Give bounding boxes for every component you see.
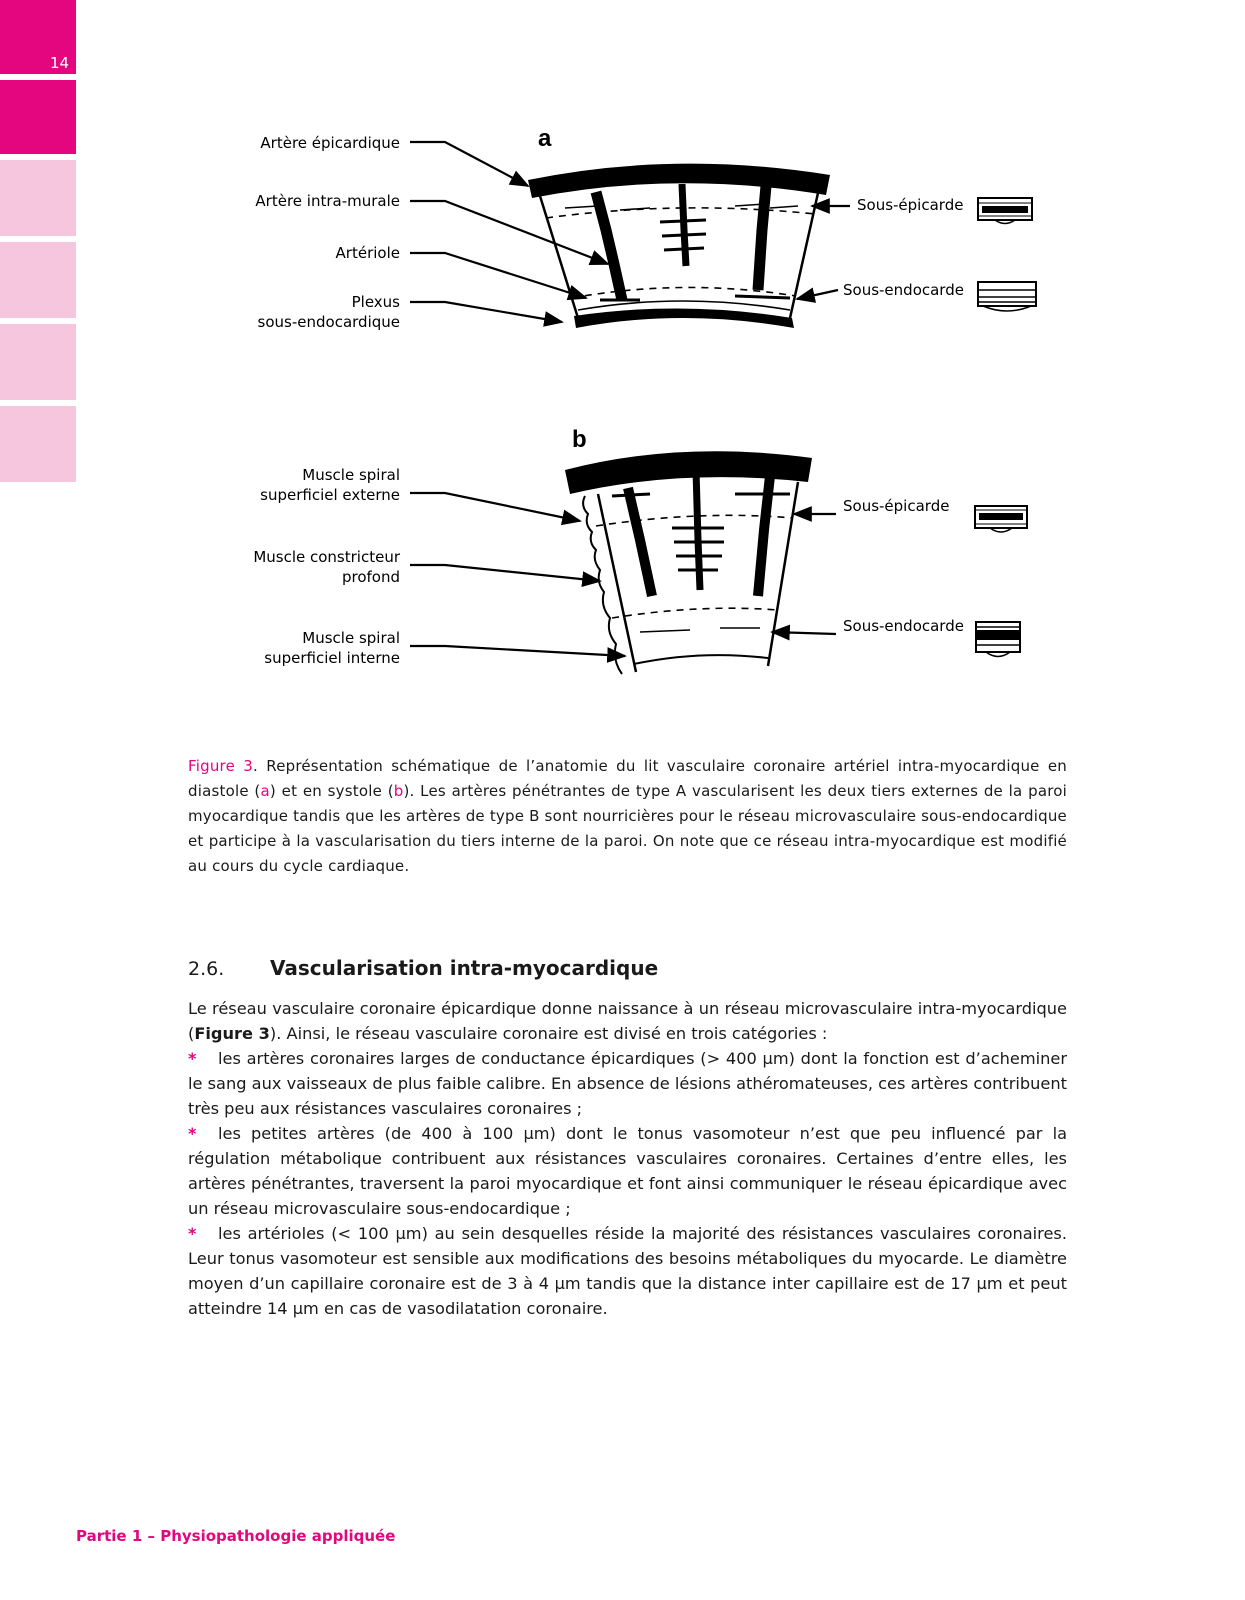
list-item [188,1046,1067,1121]
section-body [188,996,1067,1321]
panel-a-letter: a [538,125,552,152]
label-profond: profond [341,568,400,586]
running-footer: Partie 1 – Physiopathologie appliquée [76,1527,396,1545]
figure-caption [188,754,1067,879]
label-muscle-spiral-externe: Muscle spiral [302,466,400,484]
caption-text: ). Les artères pénétrantes de type A vascularisent les deux tiers externes de la paroi myocardique tandis que les artères de type B sont nourricières pour le réseau microvasculaire sous-endocardique et participe à la vascularisation du tiers interne de la paroi. On note que ce réseau intra-myocardique est modifié au cours du cycle cardiaque. [188,782,1068,875]
section-title: Vascularisation intra-myocardique [270,956,659,980]
caption-text: . Représentation schématique de l’anatomie du lit vasculaire coronaire artériel intra-myocardique en diastole ( [188,757,1068,800]
label-sous-endocarde-b: Sous-endocarde [843,617,964,635]
caption-text: ) et en systole ( [269,782,394,800]
figure-3 [0,0,1245,720]
bullet-star-icon: * [188,1224,197,1243]
bullet-star-icon: * [188,1124,197,1143]
bullet-star-icon: * [188,1049,197,1068]
section-number: 2.6. [188,958,225,980]
panel-a [255,125,1036,331]
list-item-text: les petites artères (de 400 à 100 µm) dont le tonus vasomoteur n’est que peu influencé par la régulation métabolique contribuent aux résistances vasculaires coronaires. Certaines d’entre elles, les artères pénétrantes, traversent la paroi myocardique et font ainsi communiquer le réseau épicardique avec un réseau microvasculaire sous-endocardique ; [188,1124,1067,1218]
section-icon-sous-endocarde-a [978,282,1036,311]
panel-b [253,426,1027,674]
page-number: 14 [50,54,70,72]
label-artere-intra-murale: Artère intra-murale [255,192,400,210]
panel-b-letter: b [572,426,587,453]
caption-ref-a: a [260,782,270,800]
section-icon-sous-epicarde-b [975,506,1027,532]
intro-paragraph [188,996,1067,1046]
figure-reference: Figure 3 [194,1024,270,1043]
label-superficiel-interne: superficiel interne [264,649,400,667]
list-item [188,1221,1067,1321]
section-icon-sous-epicarde-a [978,198,1032,224]
label-sous-epicarde-b: Sous-épicarde [843,497,950,515]
list-item-text: les artérioles (< 100 µm) au sein desquelles réside la majorité des résistances vasculaires coronaires. Leur tonus vasomoteur est sensible aux modifications des besoins métaboliques du myocarde. Le diamètre moyen d’un capillaire coronaire est de 3 à 4 µm tandis que la distance inter capillaire est de 17 µm et peut atteindre 14 µm en cas de vasodilatation coronaire. [188,1224,1067,1318]
label-plexus: Plexus [351,293,400,311]
intro-text: ). Ainsi, le réseau vasculaire coronaire est divisé en trois catégories : [269,1024,828,1043]
label-superficiel-externe: superficiel externe [260,486,400,504]
label-sous-epicarde-a: Sous-épicarde [857,196,964,214]
label-muscle-spiral-interne: Muscle spiral [302,629,400,647]
figure-label: Figure 3 [188,757,254,775]
label-sous-endocardique: sous-endocardique [257,313,400,331]
caption-ref-b: b [393,782,404,800]
label-artere-epicardique: Artère épicardique [260,134,400,152]
section-icon-sous-endocarde-b [976,622,1020,657]
list-item [188,1121,1067,1221]
list-item-text: les artères coronaires larges de conductance épicardiques (> 400 µm) dont la fonction est d’acheminer le sang aux vaisseaux de plus faible calibre. En absence de lésions athéromateuses, ces artères contribuent très peu aux résistances vasculaires coronaires ; [188,1049,1067,1118]
label-muscle-constricteur: Muscle constricteur [253,548,400,566]
intro-text: Le réseau vasculaire coronaire épicardique donne naissance à un réseau microvasculaire intra-myocardique ( [188,999,1067,1043]
label-arteriole: Artériole [335,244,400,262]
label-sous-endocarde-a: Sous-endocarde [843,281,964,299]
